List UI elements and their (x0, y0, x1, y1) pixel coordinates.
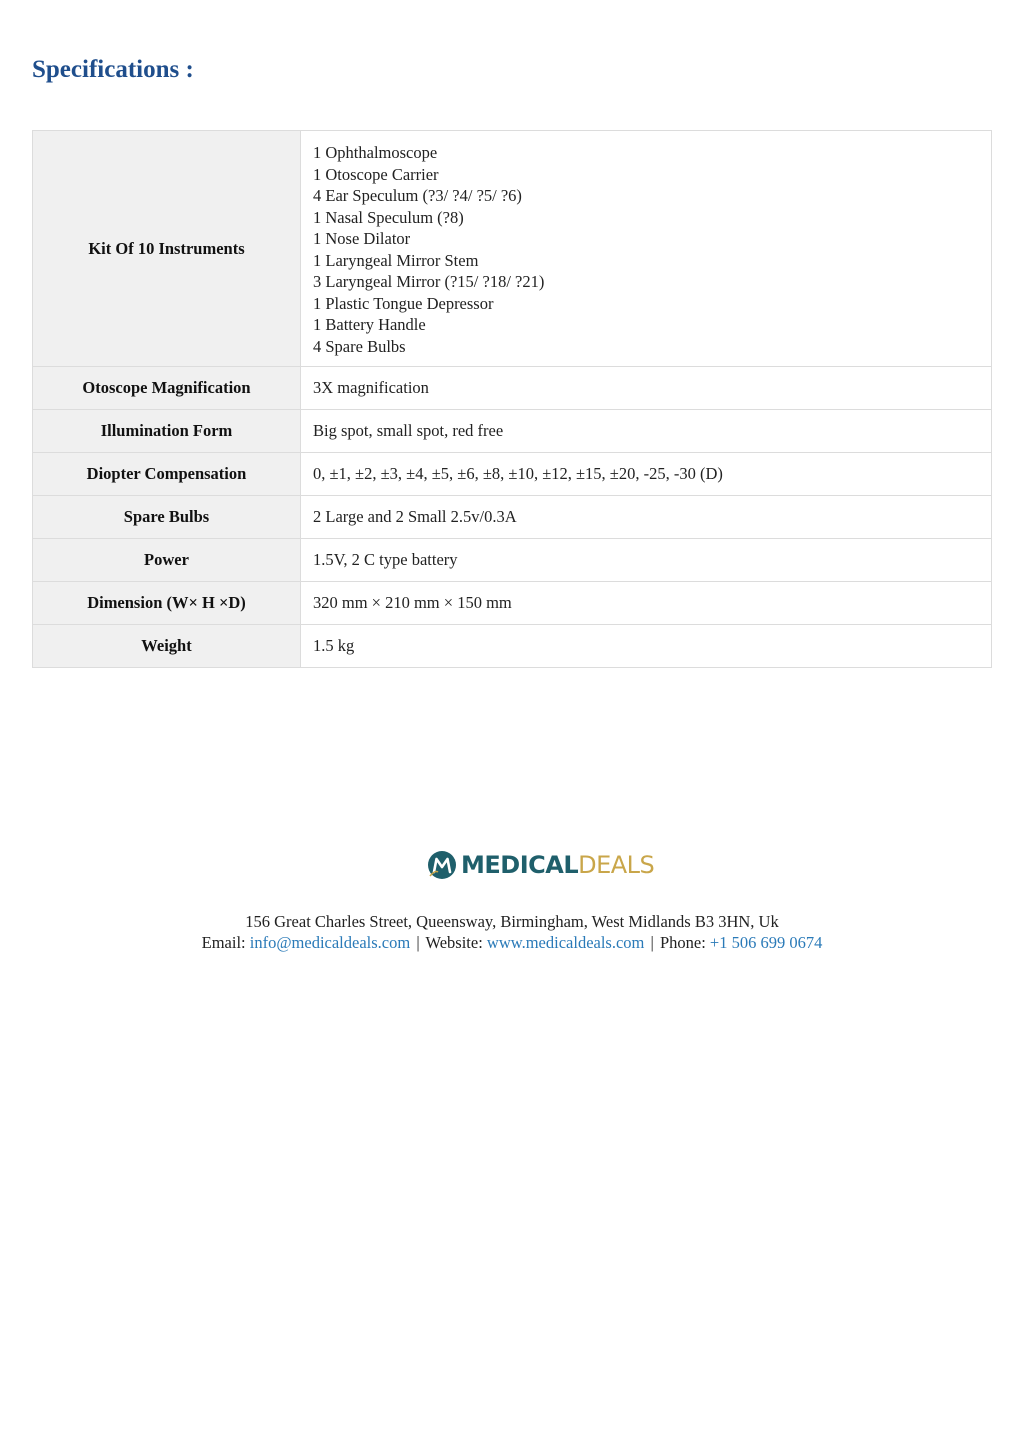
spec-label: Illumination Form (33, 410, 301, 453)
logo-word-medical: MEDICAL (461, 851, 579, 879)
spec-value: 1.5V, 2 C type battery (301, 539, 992, 582)
phone-link[interactable]: +1 506 699 0674 (709, 933, 823, 952)
logo-word-deals: DEALS (578, 851, 655, 879)
spec-row-dimension (33, 582, 992, 625)
website-label: Website: (425, 933, 483, 952)
kit-item: 3 Laryngeal Mirror (?15/ ?18/ ?21) (313, 272, 545, 291)
kit-item: 4 Spare Bulbs (313, 336, 406, 356)
spec-label: Power (33, 539, 301, 582)
spec-row-power (33, 539, 992, 582)
spec-value: 2 Large and 2 Small 2.5v/0.3A (301, 496, 992, 539)
spec-row-kit (33, 131, 992, 367)
kit-item: 1 Nose Dilator (313, 229, 411, 248)
spec-label: Weight (33, 625, 301, 668)
separator: | (416, 933, 420, 952)
separator: | (650, 933, 654, 952)
email-label: Email: (201, 933, 246, 952)
kit-item: 4 Ear Speculum (?3/ ?4/ ?5/ ?6) (313, 186, 522, 205)
spec-value: 1.5 kg (301, 625, 992, 668)
logo-text (461, 851, 654, 879)
spec-label: Kit Of 10 Instruments (33, 131, 301, 367)
kit-item: 1 Ophthalmoscope (313, 143, 438, 162)
footer (0, 911, 1024, 953)
spec-value: 0, ±1, ±2, ±3, ±4, ±5, ±6, ±8, ±10, ±12, ±15, ±20, -25, -30 (D) (301, 453, 992, 496)
spec-row-weight (33, 625, 992, 668)
medical-deals-logo (427, 848, 654, 882)
footer-contact-line (0, 932, 1024, 953)
spec-label: Spare Bulbs (33, 496, 301, 539)
spec-value: 320 mm × 210 mm × 150 mm (301, 582, 992, 625)
kit-item: 1 Plastic Tongue Depressor (313, 293, 494, 313)
medical-deals-logo-icon (427, 850, 457, 880)
email-link[interactable]: info@medicaldeals.com (249, 933, 411, 952)
phone-label: Phone: (659, 933, 706, 952)
spec-row-otoscope-magnification (33, 367, 992, 410)
spec-label: Diopter Compensation (33, 453, 301, 496)
spec-value: 3X magnification (301, 367, 992, 410)
spec-row-illumination-form (33, 410, 992, 453)
spec-label: Dimension (W× H ×D) (33, 582, 301, 625)
website-link[interactable]: www.medicaldeals.com (486, 933, 645, 952)
spec-row-diopter-compensation (33, 453, 992, 496)
kit-item: 1 Battery Handle (313, 315, 426, 334)
specifications-table (32, 130, 992, 668)
kit-item: 1 Laryngeal Mirror Stem (313, 250, 479, 270)
page-title: Specifications : (32, 56, 194, 83)
footer-address: 156 Great Charles Street, Queensway, Birmingham, West Midlands B3 3HN, Uk (245, 912, 779, 931)
kit-item: 1 Otoscope Carrier (313, 164, 439, 184)
spec-value-kit-list (301, 131, 992, 367)
kit-instruments-list (313, 142, 979, 357)
spec-row-spare-bulbs (33, 496, 992, 539)
spec-label: Otoscope Magnification (33, 367, 301, 410)
spec-value: Big spot, small spot, red free (301, 410, 992, 453)
kit-item: 1 Nasal Speculum (?8) (313, 207, 464, 227)
